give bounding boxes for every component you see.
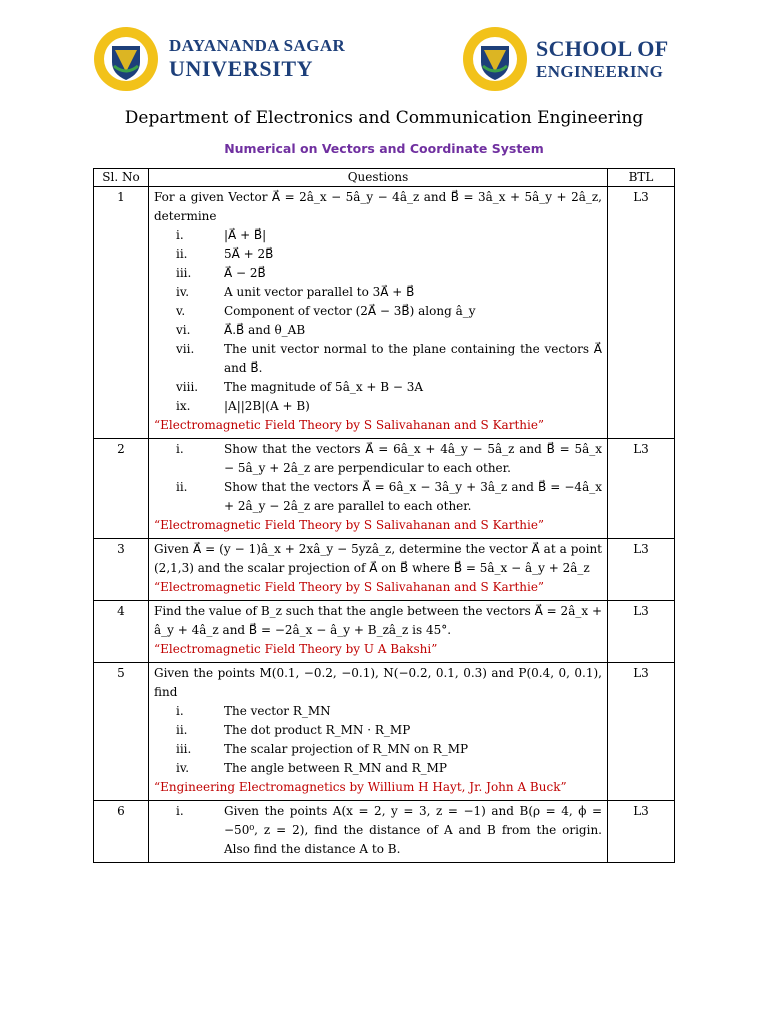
left-logo-line2: UNIVERSITY xyxy=(169,56,314,81)
reference-citation: “Electromagnetic Field Theory by U A Bakshi” xyxy=(154,642,438,656)
sub-question-number: i. xyxy=(176,704,184,718)
sub-question-text: A⃗ − 2B⃗ xyxy=(224,266,266,280)
sub-question-text: 5A⃗ + 2B⃗ xyxy=(224,247,274,261)
sub-question-text: A⃗.B⃗ and θ_AB xyxy=(224,323,306,337)
row-sl-no: 4 xyxy=(94,601,149,663)
question-cell xyxy=(149,187,608,439)
sub-question xyxy=(154,283,602,302)
sub-question xyxy=(154,321,602,340)
questions-table xyxy=(93,168,675,863)
sub-question-number: ii. xyxy=(176,723,188,737)
sub-question-number: ii. xyxy=(176,480,188,494)
row-sl-no: 5 xyxy=(94,663,149,801)
left-logo-line1: DAYANANDA SAGAR xyxy=(169,36,346,55)
sub-question-text: The dot product R_MN · R_MP xyxy=(224,723,411,737)
sub-question-number: i. xyxy=(176,442,184,456)
sub-question-text: The vector R_MN xyxy=(224,704,331,718)
sub-question-text: |A||2B|(A + B) xyxy=(224,399,310,413)
right-logo-line1: SCHOOL OF xyxy=(536,36,669,61)
question-cell xyxy=(149,601,608,663)
sub-question-text: The angle between R_MN and R_MP xyxy=(224,761,448,775)
table-row xyxy=(94,439,675,539)
table-row xyxy=(94,187,675,439)
sub-question-number: iv. xyxy=(176,285,190,299)
question-intro: For a given Vector A⃗ = 2â_x − 5â_y − 4â_z and B⃗ = 3â_x + 5â_y + 2â_z, determine xyxy=(154,190,602,223)
reference-citation: “Electromagnetic Field Theory by S Salivahanan and S Karthie” xyxy=(154,418,545,432)
sub-question xyxy=(154,702,602,721)
sub-question-number: vi. xyxy=(176,323,191,337)
university-logo xyxy=(93,26,345,92)
sub-question-number: ix. xyxy=(176,399,191,413)
sub-question xyxy=(154,440,602,478)
sub-question-number: iii. xyxy=(176,266,192,280)
row-btl: L3 xyxy=(608,601,675,663)
sub-question xyxy=(154,759,602,778)
question-cell xyxy=(149,439,608,539)
question-intro: Given A⃗ = (y − 1)â_x + 2xâ_y − 5yzâ_z, determine the vector A⃗ at a point (2,1,3) and the scalar projection of A⃗ on B⃗ where B⃗ = 5â_x − â_y + 2â_z xyxy=(154,542,602,575)
row-btl: L3 xyxy=(608,187,675,439)
row-btl: L3 xyxy=(608,439,675,539)
header-btl: BTL xyxy=(608,169,675,187)
row-btl: L3 xyxy=(608,663,675,801)
header-questions: Questions xyxy=(149,169,608,187)
question-cell xyxy=(149,539,608,601)
right-logo-line2: ENGINEERING xyxy=(536,62,664,81)
row-sl-no: 6 xyxy=(94,801,149,863)
sub-question-number: viii. xyxy=(176,380,199,394)
table-row xyxy=(94,663,675,801)
sub-question-number: iii. xyxy=(176,742,192,756)
sub-question xyxy=(154,340,602,378)
sub-question-number: vii. xyxy=(176,342,195,356)
row-btl: L3 xyxy=(608,801,675,863)
school-logo xyxy=(462,26,669,92)
sub-question xyxy=(154,397,602,416)
sub-question xyxy=(154,802,602,859)
sub-question-text: The unit vector normal to the plane containing the vectors A⃗ and B⃗. xyxy=(224,342,602,375)
sub-question xyxy=(154,226,602,245)
department-title: Department of Electronics and Communication Engineering xyxy=(124,108,644,128)
sub-question-text: The scalar projection of R_MN on R_MP xyxy=(224,742,469,756)
question-intro: Find the value of B_z such that the angle between the vectors A⃗ = 2â_x + â_y + 4â_z and B⃗ = −2â_x − â_y + B_zâ_z is 45°. xyxy=(154,604,602,637)
question-intro: Given the points M(0.1, −0.2, −0.1), N(−0.2, 0.1, 0.3) and P(0.4, 0, 0.1), find xyxy=(154,666,602,699)
header-sl-no: Sl. No xyxy=(94,169,149,187)
page-subtitle: Numerical on Vectors and Coordinate System xyxy=(224,141,544,156)
sub-question-text: |A⃗ + B⃗| xyxy=(224,228,267,242)
sub-question-number: v. xyxy=(176,304,186,318)
sub-question-text: A unit vector parallel to 3A⃗ + B⃗ xyxy=(224,285,415,299)
question-cell xyxy=(149,663,608,801)
university-seal-icon xyxy=(93,26,159,92)
sub-question xyxy=(154,302,602,321)
table-row xyxy=(94,539,675,601)
sub-question xyxy=(154,245,602,264)
row-sl-no: 3 xyxy=(94,539,149,601)
table-row xyxy=(94,601,675,663)
reference-citation: “Electromagnetic Field Theory by S Salivahanan and S Karthie” xyxy=(154,518,545,532)
table-row xyxy=(94,801,675,863)
sub-question xyxy=(154,721,602,740)
reference-citation: “Electromagnetic Field Theory by S Salivahanan and S Karthie” xyxy=(154,580,545,594)
question-cell xyxy=(149,801,608,863)
sub-question-text: Show that the vectors A⃗ = 6â_x − 3â_y + 3â_z and B⃗ = −4â_x + 2â_y − 2â_z are parallel to each other. xyxy=(224,480,602,513)
sub-question-text: Show that the vectors A⃗ = 6â_x + 4â_y − 5â_z and B⃗ = 5â_x − 5â_y + 2â_z are perpendicular to each other. xyxy=(224,442,602,475)
school-seal-icon xyxy=(462,26,528,92)
sub-question-text: Given the points A(x = 2, y = 3, z = −1) and B(ρ = 4, ϕ = −50⁰, z = 2), find the distance of A and B from the origin. Also find the distance A to B. xyxy=(224,804,602,856)
sub-question-number: iv. xyxy=(176,761,190,775)
sub-question-number: ii. xyxy=(176,247,188,261)
sub-question xyxy=(154,478,602,516)
sub-question xyxy=(154,378,602,397)
sub-question xyxy=(154,740,602,759)
sub-question-text: The magnitude of 5â_x + B − 3A xyxy=(224,380,424,394)
row-btl: L3 xyxy=(608,539,675,601)
table-header-row xyxy=(94,169,675,187)
sub-question-number: i. xyxy=(176,228,184,242)
row-sl-no: 2 xyxy=(94,439,149,539)
sub-question-text: Component of vector (2A⃗ − 3B⃗) along â_y xyxy=(224,304,476,318)
sub-question xyxy=(154,264,602,283)
reference-citation: “Engineering Electromagnetics by Willium H Hayt, Jr. John A Buck” xyxy=(154,780,567,794)
sub-question-number: i. xyxy=(176,804,184,818)
row-sl-no: 1 xyxy=(94,187,149,439)
